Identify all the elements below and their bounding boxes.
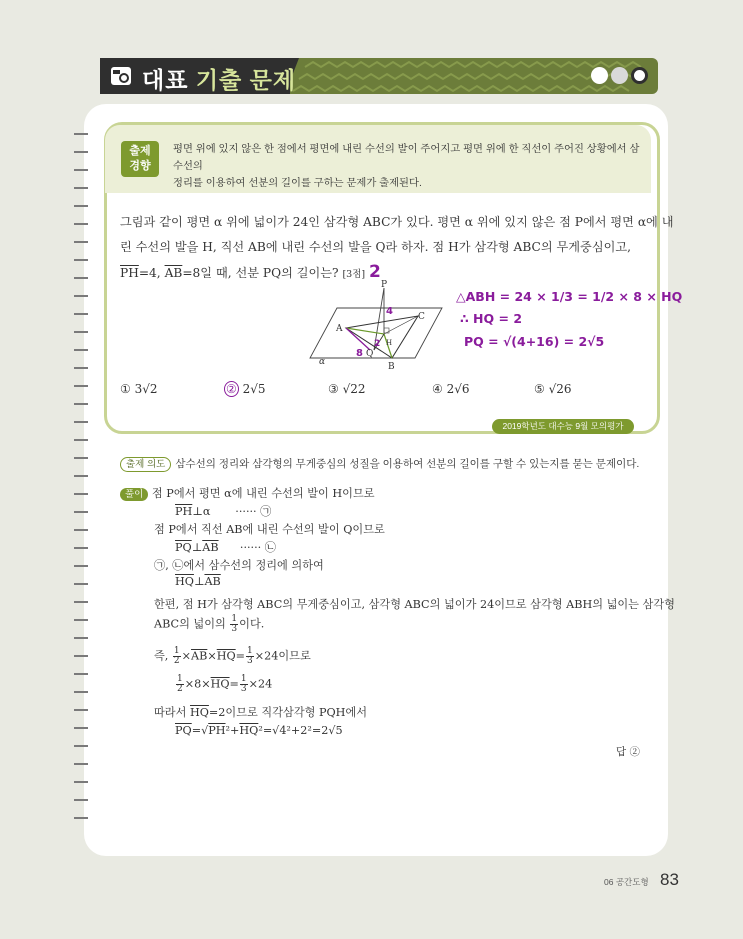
choice-4[interactable] [432,382,470,396]
choice-5[interactable] [534,382,572,396]
solution-line-1 [120,485,375,501]
sol-l9a: 즉, [154,649,172,663]
intent-line [120,456,660,472]
intent-text: 삼수선의 정리와 삼각형의 무게중심의 성질을 이용하여 선분의 길이를 구할 수 있는지를 묻는 문제이다. [175,458,640,470]
answer-choices [120,382,640,402]
question-points: [3점] [342,269,366,280]
frac-half: $\frac{1}{2}$ [173,646,180,666]
choice-5-value: √26 [548,382,572,396]
label-alpha: α [319,357,326,367]
question-eq2: =8일 때, 선분 PQ의 길이는? [182,266,343,280]
dot-grey [611,67,628,84]
sol-ab: $\overline{AB}$ [202,541,219,554]
choice-4-num: ④ [432,382,443,396]
sol-l10a: ×8× [184,677,211,691]
banner-dots [591,67,648,84]
solution-tag: 풀이 [120,488,148,501]
trend-line-1: 평면 위에 있지 않은 한 점에서 평면에 내린 수선의 발이 주어지고 평면 위에 한 직선이 주어진 상황에서 삼수선의 [173,144,640,172]
sol-hq: $\overline{HQ}$ [175,575,194,588]
choice-1[interactable] [120,382,158,396]
choice-3-value: √22 [342,382,366,396]
choice-2-value: 2√5 [242,382,266,396]
handwritten-notes [456,284,683,354]
choice-2[interactable] [224,382,266,396]
note-8: 8 [356,348,363,359]
hand-line-2: ∴ HQ = 2 [460,311,523,326]
sol-pq-2: $\overline{PQ}$ [175,724,192,737]
sol-perp: ⊥ [191,541,203,554]
sol-ph: $\overline{PH}$ [175,505,193,518]
hand-line-3: PQ = √(4+16) = 2√5 [464,334,605,349]
solution-line-4 [175,539,276,555]
frac-third-2: $\frac{1}{3}$ [247,646,253,666]
sol-ab-2: $\overline{AB}$ [204,575,221,588]
label-q: Q [366,349,374,359]
sol-l11c: =2이므로 직각삼각형 PQH에서 [208,706,368,719]
sol-l8b: 이다. [239,617,265,631]
choice-3[interactable] [328,382,366,396]
question-line-2: 린 수선의 발을 H, 직선 AB에 내린 수선의 발을 Q라 하자. 점 H가 삼각형 ABC의 무게중심이고, [120,240,632,254]
choice-5-num: ⑤ [534,382,545,396]
sol-hq-3: $\overline{HQ}$ [189,706,209,719]
sol-perp-2: ⊥ [193,575,205,588]
source-badge: 2019학년도 대수능 9월 모의평가 [492,419,634,434]
sol-pq: $\overline{PQ}$ [175,541,192,554]
dot-ring [631,67,648,84]
hand-line-1: △ABH = 24 × 1/3 = 1/2 × 8 × HQ [456,289,683,304]
handwritten-answer: 2 [368,262,381,282]
trend-tag-line1: 출제 [129,145,151,157]
solution-line-6 [175,575,221,588]
footer-chapter: 06 공간도형 [604,877,649,887]
solution-line-12: $\overline{PQ}=√PH^2+\overline{HQ}^2=√4^2+2^2=2√5$ [175,724,343,737]
sol-l1: 점 P에서 평면 α에 내린 수선의 발이 H이므로 [151,487,375,500]
choice-1-num: ① [120,382,131,396]
frac-one-third: $\frac{1}{3}$ [231,614,238,634]
note-2: 2 [374,339,381,349]
dot-white-1 [591,67,608,84]
label-p: P [381,280,388,290]
solution-line-2 [175,503,271,519]
geometry-figure [300,278,460,374]
sol-l11a: 따라서 [154,706,190,719]
page-number: 83 [660,870,679,889]
question-text [120,210,674,287]
label-b: B [388,362,395,372]
sol-l8a: ABC의 넓이의 [154,617,230,631]
label-c: C [418,312,425,322]
sol-l9b: ×24이므로 [254,649,311,663]
section-title [142,62,296,95]
note-4: 4 [386,306,393,317]
spiral-binding [72,128,92,838]
header-banner [100,58,658,94]
choice-3-num: ③ [328,382,339,396]
intent-tag: 출제 의도 [120,457,171,472]
trend-line-2: 정리를 이용하여 선분의 길이를 구하는 문제가 출제된다. [173,178,422,189]
solution-line-9: 즉, $\frac{1}{2}$ $\times\overline{AB}\times\overline{HQ}=$ $\frac{1}{3}$ ×24이므로 [154,646,311,666]
solution-line-10: $\frac{1}{2}$ $\times 8\times\overline{HQ}=$ $\frac{1}{3}$ ×24 [177,674,273,694]
choice-2-num: ② [226,382,237,396]
sol-perp-alpha: ⊥α [192,505,211,518]
camera-icon [110,66,132,86]
question-eq1: =4, [138,266,165,280]
sol-mark-1: ······ ㉠ [235,505,272,518]
title-prefix: 대표 [142,67,189,93]
solution-line-5: ㉠, ㉡에서 삼수선의 정리에 의하여 [154,559,324,572]
segment-ab: $\overline{AB}$ [164,266,183,280]
title-highlight: 기출 문제 [195,67,297,93]
solution-line-8 [154,615,264,634]
solution-line-11 [154,704,367,720]
right-angle-mark [384,328,389,333]
label-a: A [336,324,343,334]
trend-tag-line2: 경향 [129,160,151,172]
question-line-1: 그림과 같이 평면 α 위에 넓이가 24인 삼각형 ABC가 있다. 평면 α 위에 있지 않은 점 P에서 평면 α에 내 [120,215,674,229]
segment-ph: $\overline{PH}$ [120,266,139,280]
solution-line-3: 점 P에서 직선 AB에 내린 수선의 발이 Q이므로 [154,523,385,536]
final-answer: 답 ② [616,746,640,758]
sol-mark-2: ······ ㉡ [239,541,276,554]
trend-tag [121,141,159,177]
choice-1-value: 3√2 [134,382,158,396]
label-h: H [386,339,393,347]
trend-text [173,141,643,192]
sol-l10b: ×24 [248,677,273,691]
choice-4-value: 2√6 [446,382,470,396]
frac-third-3: $\frac{1}{3}$ [240,674,247,694]
frac-half-2: $\frac{1}{2}$ [177,674,183,694]
solution-line-7: 한편, 점 H가 삼각형 ABC의 무게중심이고, 삼각형 ABC의 넓이가 24이므로 삼각형 ABH의 넓이는 삼각형 [154,598,675,611]
